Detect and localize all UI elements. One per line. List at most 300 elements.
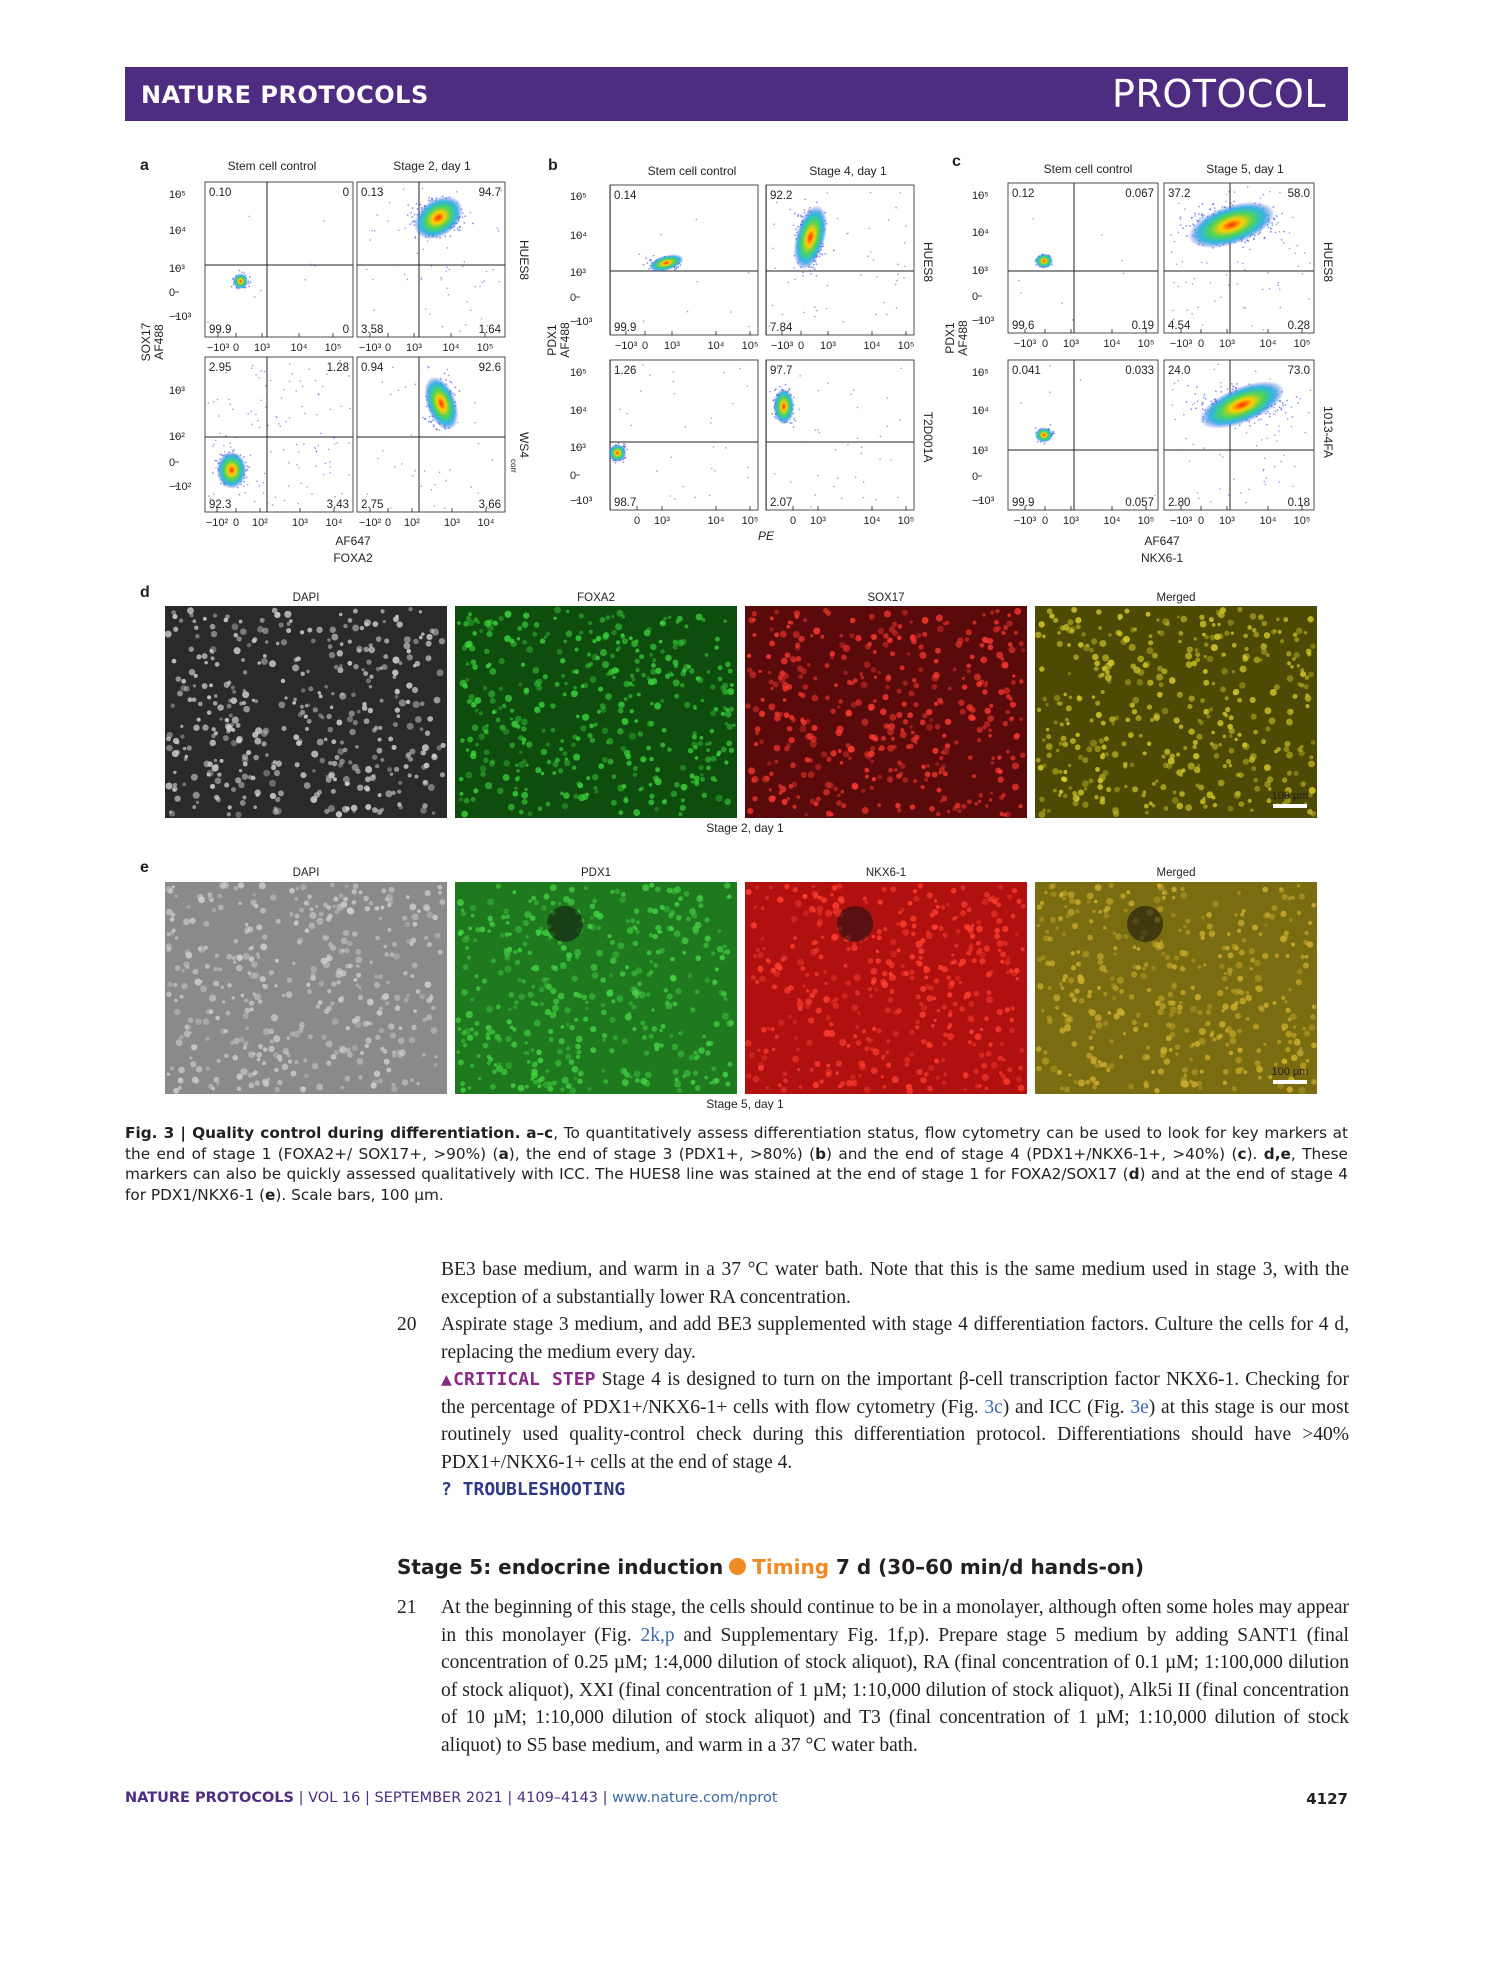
cell-nucleus — [1099, 774, 1106, 781]
cell-nucleus — [415, 716, 422, 723]
event-dot — [389, 202, 391, 204]
cell-nucleus — [815, 764, 821, 770]
cell-nucleus — [210, 650, 214, 654]
event-dot — [904, 242, 906, 244]
cell-nucleus — [292, 701, 296, 705]
event-dot — [407, 204, 409, 206]
cell-nucleus — [521, 726, 526, 731]
cell-nucleus — [263, 1080, 269, 1086]
cell-nucleus — [600, 703, 606, 709]
cell-nucleus — [1095, 701, 1100, 706]
cell-nucleus — [765, 776, 770, 781]
cell-nucleus — [576, 715, 580, 719]
cell-nucleus — [1249, 757, 1255, 763]
cell-nucleus — [515, 716, 521, 722]
cell-nucleus — [932, 684, 938, 690]
cell-nucleus — [257, 661, 260, 664]
cell-nucleus — [187, 607, 194, 614]
event-dot — [444, 507, 446, 509]
cell-nucleus — [1062, 742, 1068, 748]
cell-nucleus — [241, 658, 245, 662]
cell-nucleus — [189, 1056, 192, 1059]
cell-nucleus — [1081, 632, 1086, 637]
cell-nucleus — [236, 736, 243, 743]
cell-nucleus — [384, 638, 389, 643]
cell-nucleus — [583, 683, 589, 689]
event-dot — [457, 422, 459, 424]
cell-nucleus — [262, 628, 268, 634]
event-dot — [1194, 278, 1196, 280]
population-density — [609, 444, 627, 462]
cell-nucleus — [715, 637, 720, 642]
cell-nucleus — [419, 636, 423, 640]
event-dot — [1190, 408, 1192, 410]
cell-nucleus — [572, 766, 576, 770]
cell-nucleus — [510, 709, 514, 713]
event-dot — [255, 414, 257, 416]
event-dot — [472, 223, 474, 225]
cell-nucleus — [1078, 642, 1084, 648]
cell-nucleus — [592, 654, 599, 661]
cell-nucleus — [526, 741, 532, 747]
cell-nucleus — [841, 655, 846, 660]
cell-nucleus — [547, 760, 552, 765]
panel-b-row-label-hues8: HUES8 — [921, 241, 935, 283]
cell-nucleus — [889, 626, 895, 632]
cell-nucleus — [1239, 682, 1246, 689]
cell-nucleus — [335, 971, 342, 978]
cell-nucleus — [504, 611, 511, 618]
cell-nucleus — [419, 610, 422, 613]
cell-nucleus — [408, 757, 413, 762]
event-dot — [1279, 307, 1281, 309]
cell-nucleus — [392, 657, 399, 664]
cell-nucleus — [724, 799, 730, 805]
cell-nucleus — [413, 639, 418, 644]
cell-nucleus — [1293, 632, 1297, 636]
event-dot — [671, 456, 673, 458]
event-dot — [212, 446, 214, 448]
cell-nucleus — [204, 760, 211, 767]
cell-nucleus — [1195, 652, 1200, 657]
cell-nucleus — [681, 784, 688, 791]
cell-nucleus — [243, 1013, 249, 1019]
panel-b-xtick-4-label: 0 — [789, 515, 797, 527]
cell-nucleus — [295, 1060, 299, 1064]
cell-nucleus — [1212, 682, 1215, 685]
cell-nucleus — [1203, 797, 1206, 800]
cell-nucleus — [714, 645, 718, 649]
event-dot — [1072, 319, 1074, 321]
cell-nucleus — [378, 974, 383, 979]
event-dot — [264, 473, 266, 475]
event-dot — [1182, 227, 1184, 229]
event-dot — [223, 445, 225, 447]
event-dot — [349, 408, 351, 410]
event-dot — [771, 413, 773, 415]
event-dot — [259, 427, 261, 429]
cell-nucleus — [1156, 674, 1163, 681]
cell-nucleus — [270, 793, 276, 799]
cell-nucleus — [1052, 768, 1059, 775]
event-dot — [1222, 456, 1224, 458]
cell-nucleus — [1094, 746, 1101, 753]
cell-nucleus — [965, 637, 969, 641]
cell-nucleus — [300, 705, 304, 709]
cell-nucleus — [353, 609, 358, 614]
event-dot — [1247, 240, 1249, 242]
event-dot — [1308, 412, 1310, 414]
cell-nucleus — [1157, 692, 1163, 698]
event-dot — [246, 465, 248, 467]
cell-nucleus — [1011, 680, 1016, 685]
plot-frame — [205, 357, 353, 512]
event-dot — [794, 279, 796, 281]
cell-nucleus — [668, 616, 671, 619]
cell-nucleus — [1251, 766, 1256, 771]
cell-nucleus — [887, 637, 893, 643]
cell-nucleus — [339, 613, 342, 616]
cell-nucleus — [836, 800, 842, 806]
cell-nucleus — [845, 710, 851, 716]
cell-nucleus — [1063, 693, 1067, 697]
cell-nucleus — [541, 749, 548, 756]
event-dot — [1172, 310, 1174, 312]
cell-nucleus — [721, 747, 727, 753]
cell-nucleus — [487, 663, 491, 667]
cell-nucleus — [395, 1050, 399, 1054]
cell-nucleus — [689, 668, 695, 674]
quadrant-lower-left-value: 2.80 — [1168, 497, 1191, 509]
cell-nucleus — [1112, 751, 1119, 758]
event-dot — [1292, 416, 1294, 418]
panel-a-xtick-3-label: 10⁴ — [325, 517, 343, 529]
event-dot — [810, 273, 812, 275]
cell-nucleus — [629, 636, 633, 640]
cell-nucleus — [794, 610, 800, 616]
panel-b-xtick-1-label: 10⁴ — [707, 340, 725, 352]
cell-nucleus — [185, 1024, 191, 1030]
cell-nucleus — [523, 689, 529, 695]
panel-c-xtick-4-label: −10³ — [1169, 515, 1193, 527]
cell-nucleus — [358, 1075, 362, 1079]
cell-nucleus — [1185, 804, 1192, 811]
event-dot — [425, 418, 427, 420]
cell-nucleus — [1307, 652, 1312, 657]
cell-nucleus — [221, 985, 224, 988]
event-dot — [336, 442, 338, 444]
cell-nucleus — [727, 688, 734, 695]
cell-nucleus — [749, 671, 756, 678]
cell-nucleus — [896, 688, 901, 693]
cell-nucleus — [347, 716, 353, 722]
cell-nucleus — [187, 745, 192, 750]
cell-nucleus — [274, 612, 280, 618]
cell-nucleus — [1178, 631, 1183, 636]
quadrant-lower-right-value: 0.28 — [1287, 320, 1310, 332]
cell-nucleus — [202, 683, 208, 689]
event-dot — [1244, 269, 1246, 271]
cell-nucleus — [826, 757, 831, 762]
event-dot — [428, 197, 430, 199]
panel-a-xtick-3-label: 10³ — [292, 517, 308, 529]
event-dot — [215, 467, 217, 469]
cell-nucleus — [1293, 771, 1298, 776]
event-dot — [1197, 492, 1199, 494]
cell-nucleus — [1086, 644, 1090, 648]
cell-nucleus — [1003, 687, 1010, 694]
cell-nucleus — [255, 1080, 260, 1085]
event-dot — [303, 443, 305, 445]
cell-nucleus — [840, 790, 844, 794]
cell-nucleus — [803, 618, 807, 622]
cell-nucleus — [590, 676, 597, 683]
cell-nucleus — [1197, 719, 1201, 723]
cell-nucleus — [224, 782, 229, 787]
event-dot — [1264, 457, 1266, 459]
event-dot — [1171, 251, 1173, 253]
cell-nucleus — [256, 1052, 262, 1058]
event-dot — [1309, 262, 1311, 264]
cell-nucleus — [263, 1047, 267, 1051]
cell-nucleus — [1307, 616, 1313, 622]
panel-b-xtick-3-label: 10³ — [654, 515, 670, 527]
event-dot — [228, 399, 230, 401]
event-dot — [418, 372, 420, 374]
event-dot — [687, 311, 689, 313]
event-dot — [1220, 382, 1222, 384]
panel-c-ytick-label: 10⁵ — [972, 190, 989, 202]
cell-nucleus — [296, 656, 301, 661]
event-dot — [795, 228, 797, 230]
event-dot — [793, 426, 795, 428]
event-dot — [461, 217, 463, 219]
cell-nucleus — [242, 701, 246, 705]
cell-nucleus — [869, 614, 875, 620]
cell-nucleus — [1251, 714, 1257, 720]
event-dot — [732, 403, 734, 405]
event-dot — [1178, 380, 1180, 382]
event-dot — [454, 394, 456, 396]
cell-nucleus — [336, 720, 342, 726]
cell-nucleus — [677, 616, 683, 622]
cell-nucleus — [1254, 632, 1260, 638]
event-dot — [803, 212, 805, 214]
event-dot — [1254, 422, 1256, 424]
cell-nucleus — [172, 885, 175, 888]
event-dot — [376, 214, 378, 216]
event-dot — [1101, 234, 1103, 236]
event-dot — [254, 501, 256, 503]
cell-nucleus — [611, 800, 617, 806]
cell-nucleus — [1196, 734, 1202, 740]
cell-nucleus — [821, 751, 827, 757]
cell-nucleus — [276, 642, 280, 646]
cell-nucleus — [918, 644, 923, 649]
panel-a-ytick-label: 10³ — [169, 263, 185, 275]
event-dot — [1249, 425, 1251, 427]
cell-nucleus — [900, 665, 905, 670]
cell-nucleus — [353, 883, 359, 889]
panel-c-ytick-lower-label: 10⁵ — [972, 367, 989, 379]
cell-nucleus — [684, 625, 688, 629]
event-dot — [263, 492, 265, 494]
cell-nucleus — [1118, 631, 1123, 636]
cell-nucleus — [1114, 787, 1120, 793]
cell-nucleus — [1157, 666, 1163, 672]
cell-nucleus — [799, 725, 806, 732]
cell-nucleus — [240, 800, 246, 806]
event-dot — [1050, 424, 1052, 426]
cell-nucleus — [165, 631, 172, 638]
event-dot — [398, 389, 400, 391]
event-dot — [410, 212, 412, 214]
cell-nucleus — [902, 777, 908, 783]
event-dot — [403, 188, 405, 190]
event-dot — [469, 212, 471, 214]
cell-nucleus — [274, 984, 277, 987]
cell-nucleus — [564, 760, 571, 767]
cell-nucleus — [281, 679, 285, 683]
cell-nucleus — [1259, 658, 1263, 662]
event-dot — [498, 230, 500, 232]
event-dot — [710, 422, 712, 424]
cell-nucleus — [426, 634, 432, 640]
cell-nucleus — [464, 798, 470, 804]
event-dot — [323, 474, 325, 476]
cell-nucleus — [1287, 771, 1292, 776]
cell-nucleus — [1122, 741, 1127, 746]
cell-nucleus — [1058, 770, 1062, 774]
cell-nucleus — [340, 692, 344, 696]
cell-nucleus — [967, 799, 972, 804]
event-dot — [1214, 207, 1216, 209]
event-dot — [1227, 388, 1229, 390]
cell-nucleus — [1226, 759, 1231, 764]
cell-nucleus — [310, 796, 317, 803]
cell-nucleus — [1042, 635, 1046, 639]
event-dot — [1203, 397, 1205, 399]
cell-nucleus — [783, 673, 789, 679]
event-dot — [1233, 386, 1235, 388]
event-dot — [247, 413, 249, 415]
event-dot — [1275, 410, 1277, 412]
panel-a-xtick-4-label: 10² — [404, 517, 420, 529]
cell-nucleus — [558, 768, 563, 773]
plot-c-stage5-hues8 — [1164, 183, 1314, 333]
cell-nucleus — [274, 1068, 278, 1072]
cell-nucleus — [1076, 624, 1081, 629]
cell-nucleus — [269, 970, 274, 975]
cell-nucleus — [670, 673, 674, 677]
cell-nucleus — [1299, 750, 1305, 756]
cell-nucleus — [1153, 713, 1160, 720]
panel-a-col-title-1: Stem cell control — [227, 159, 317, 173]
cell-nucleus — [254, 789, 261, 796]
cell-nucleus — [1223, 764, 1227, 768]
cell-nucleus — [189, 918, 195, 924]
cell-nucleus — [292, 664, 299, 671]
cell-nucleus — [995, 609, 999, 613]
cell-nucleus — [1021, 648, 1025, 652]
cell-nucleus — [1311, 740, 1316, 745]
event-dot — [618, 442, 620, 444]
cell-nucleus — [1207, 656, 1213, 662]
cell-nucleus — [541, 772, 545, 776]
cell-nucleus — [173, 1088, 179, 1094]
event-dot — [1173, 282, 1175, 284]
cell-nucleus — [700, 736, 704, 740]
event-dot — [1186, 401, 1188, 403]
cell-nucleus — [359, 891, 363, 895]
event-dot — [1242, 262, 1244, 264]
cell-nucleus — [715, 795, 722, 802]
cell-nucleus — [194, 626, 198, 630]
plot-b-stage4-hues8 — [766, 185, 914, 335]
event-dot — [1187, 309, 1189, 311]
cell-nucleus — [257, 1058, 261, 1062]
cell-nucleus — [612, 676, 615, 679]
cell-nucleus — [388, 1023, 395, 1030]
cell-nucleus — [260, 908, 266, 914]
cell-nucleus — [214, 795, 219, 800]
cell-nucleus — [910, 634, 915, 639]
cell-nucleus — [1254, 786, 1260, 792]
event-dot — [1180, 224, 1182, 226]
event-dot — [1195, 407, 1197, 409]
cell-nucleus — [1066, 722, 1069, 725]
event-dot — [270, 451, 272, 453]
cell-nucleus — [1252, 628, 1257, 633]
cell-nucleus — [522, 799, 528, 805]
cell-nucleus — [1186, 661, 1193, 668]
cell-nucleus — [1286, 651, 1291, 656]
cell-nucleus — [220, 759, 224, 763]
cell-nucleus — [423, 780, 427, 784]
cell-nucleus — [1224, 631, 1229, 636]
quadrant-upper-right-value: 94.7 — [478, 187, 501, 199]
cell-nucleus — [660, 699, 664, 703]
cell-nucleus — [990, 761, 994, 765]
cell-nucleus — [248, 1051, 255, 1058]
cell-nucleus — [261, 658, 268, 665]
cell-nucleus — [384, 952, 389, 957]
event-dot — [1228, 284, 1230, 286]
cell-nucleus — [1179, 773, 1183, 777]
event-dot — [772, 305, 774, 307]
cell-nucleus — [227, 812, 231, 816]
cell-nucleus — [365, 787, 370, 792]
cell-nucleus — [486, 631, 492, 637]
cell-nucleus — [422, 744, 429, 751]
event-dot — [304, 279, 306, 281]
event-dot — [774, 390, 776, 392]
cell-nucleus — [877, 775, 882, 780]
panel-b-xtick-4-label: 10⁴ — [863, 515, 881, 527]
cell-nucleus — [1101, 721, 1106, 726]
cell-nucleus — [1179, 724, 1184, 729]
event-dot — [788, 282, 790, 284]
cell-nucleus — [352, 900, 356, 904]
cell-nucleus — [247, 643, 251, 647]
quadrant-lower-right-value: 0.19 — [1131, 320, 1154, 332]
event-dot — [382, 381, 384, 383]
event-dot — [334, 496, 336, 498]
cell-nucleus — [1211, 644, 1218, 651]
cell-nucleus — [543, 674, 548, 679]
panel-c-xtick-2-label: 10⁴ — [1259, 338, 1277, 350]
event-dot — [802, 275, 804, 277]
